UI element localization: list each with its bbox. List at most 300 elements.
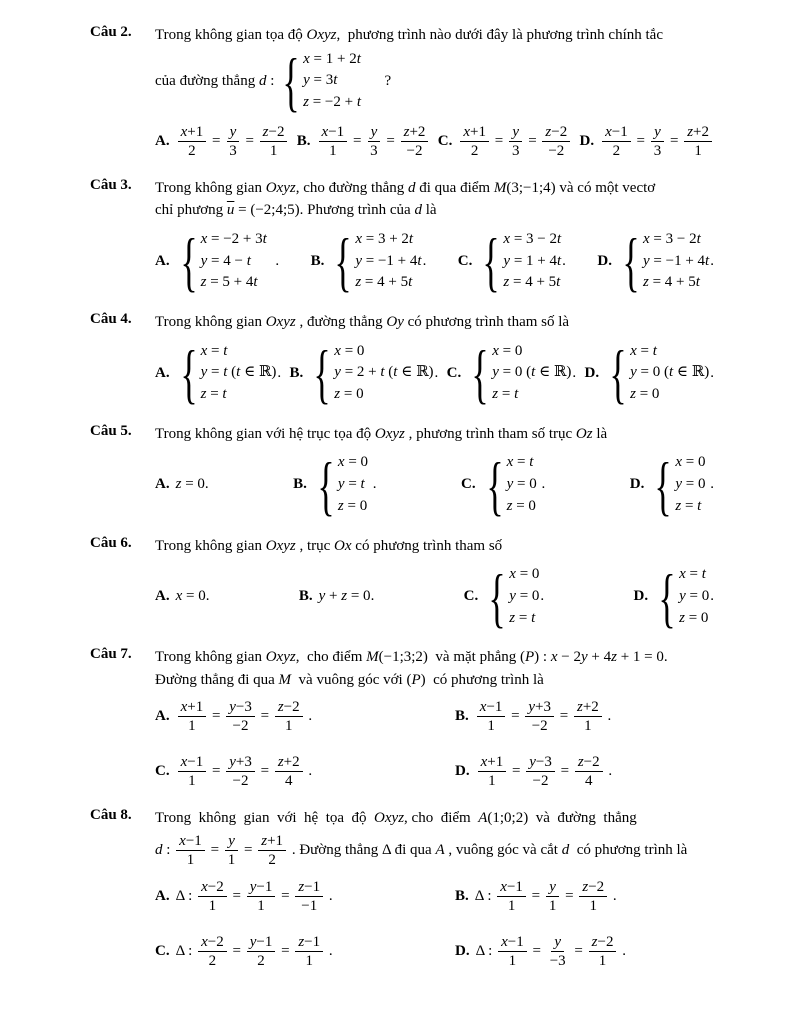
- option-label: A.: [155, 708, 170, 725]
- option-label: B.: [455, 887, 469, 904]
- fraction: [258, 832, 286, 869]
- option-D: [580, 121, 714, 162]
- left-curly-brace: {: [622, 224, 640, 299]
- fraction: [460, 123, 489, 160]
- system-line: y = 0: [509, 587, 540, 604]
- system-line: y = 3t: [303, 72, 338, 89]
- fraction: [176, 832, 205, 869]
- question-number: Câu 3.: [90, 176, 132, 193]
- text: .: [603, 708, 612, 725]
- fraction-denominator: 1: [508, 952, 517, 969]
- text: =: [528, 942, 545, 959]
- text: =: [208, 132, 225, 149]
- text: =: [556, 708, 572, 725]
- fraction-numerator: y−3: [526, 753, 555, 772]
- fraction-denominator: 1: [548, 897, 557, 914]
- fraction-denominator: −2: [406, 142, 423, 159]
- system-line: x = 0: [509, 566, 540, 582]
- system-line: z = 0: [334, 386, 364, 402]
- fraction-numerator: x−1: [497, 878, 526, 897]
- math-text: A: [478, 810, 488, 827]
- fraction-numerator: z−2: [579, 878, 607, 897]
- text: .: [422, 252, 427, 269]
- system-line: z = 0: [630, 386, 660, 402]
- left-curly-brace: {: [471, 336, 489, 411]
- options-group: [155, 224, 714, 299]
- equation-system: [177, 336, 277, 411]
- text: .: [540, 588, 545, 605]
- fraction-numerator: z−1: [295, 933, 323, 952]
- option-D: [455, 931, 626, 972]
- text: =: [508, 763, 525, 780]
- system-lines: [509, 564, 539, 629]
- system-line: y = −1 + 4t: [642, 252, 710, 269]
- math-text: d: [561, 841, 570, 858]
- text: =: [206, 841, 223, 858]
- option-label: B.: [296, 132, 311, 149]
- text: đi qua: [390, 841, 436, 858]
- fraction: [247, 933, 276, 970]
- text: Δ :: [175, 942, 197, 959]
- system-lines: [507, 452, 537, 517]
- option-label: C.: [457, 252, 473, 269]
- text: , cho điểm: [295, 649, 367, 666]
- question-block: [90, 535, 714, 632]
- fraction: [260, 123, 288, 160]
- fraction-numerator: y: [546, 878, 559, 897]
- math-text: Oxyz: [374, 810, 405, 827]
- math-text: Oxyz: [265, 314, 296, 330]
- system-line: y = t (t ∈ ℝ): [200, 364, 277, 381]
- system-line: x = 1 + 2t: [303, 50, 361, 67]
- option-label: D.: [597, 252, 612, 269]
- text: :: [162, 841, 175, 858]
- text: , phương trình tham số trục: [404, 425, 576, 442]
- question-block: [90, 646, 714, 792]
- option-label: D.: [629, 476, 645, 493]
- fraction-denominator: 1: [269, 142, 278, 159]
- fraction-numerator: y: [227, 123, 240, 142]
- system-lines: [503, 229, 561, 294]
- text: =: [666, 132, 683, 149]
- system-line: y = 1 + 4t: [503, 252, 562, 269]
- option-label: D.: [455, 942, 470, 959]
- system-line: z = t: [509, 609, 536, 626]
- text: là: [421, 202, 437, 219]
- fraction: [651, 123, 665, 160]
- text: Δ :: [474, 887, 496, 904]
- system-lines: [334, 341, 433, 406]
- fraction-numerator: x−1: [498, 933, 527, 952]
- option-label: A.: [155, 476, 170, 493]
- fraction-numerator: y: [368, 123, 381, 142]
- math-text: d: [155, 841, 163, 858]
- system-line: x = t: [679, 566, 706, 582]
- text: =: [241, 132, 258, 149]
- fraction-denominator: −2: [548, 142, 565, 159]
- text: Trong không gian: [155, 649, 266, 666]
- text: .: [710, 364, 714, 381]
- equation-system: [177, 224, 267, 299]
- equation-system: [479, 224, 562, 299]
- text: .: [369, 476, 377, 493]
- text: , cho đường thẳng: [295, 179, 409, 196]
- text: :: [266, 72, 279, 89]
- fraction-numerator: x−1: [602, 123, 631, 142]
- text: =: [527, 887, 544, 904]
- text: =: [490, 132, 507, 149]
- fraction: [367, 123, 381, 160]
- text: =: [561, 887, 578, 904]
- fraction-numerator: x+1: [178, 123, 207, 142]
- text: . Phương trình của: [299, 202, 415, 219]
- text: .: [267, 252, 280, 269]
- question-block: [90, 176, 714, 299]
- system-line: z = 4 + 5t: [642, 274, 700, 291]
- option-B: [297, 121, 431, 162]
- fraction: [226, 698, 255, 735]
- text: =: [507, 708, 524, 725]
- system-line: z = −2 + t: [303, 94, 362, 110]
- left-curly-brace: {: [488, 559, 506, 634]
- equation-system: [619, 224, 710, 299]
- option-C: [463, 559, 545, 634]
- question-block: [90, 807, 714, 972]
- fraction-numerator: x+1: [178, 698, 207, 717]
- option-label: B.: [289, 364, 304, 381]
- text: =: [208, 708, 225, 725]
- text: .: [434, 364, 439, 381]
- question-number: Câu 8.: [90, 807, 132, 824]
- options-group: [155, 559, 714, 634]
- option-C: [155, 751, 312, 792]
- option-A: [155, 696, 312, 737]
- math-text: y + z = 0: [318, 588, 371, 605]
- text: .: [618, 942, 626, 959]
- equation-system: [331, 224, 422, 299]
- system-line: x = 0: [337, 454, 369, 471]
- option-A: [155, 476, 209, 493]
- system-lines: [679, 564, 709, 629]
- fraction-denominator: 1: [584, 718, 592, 735]
- left-curly-brace: {: [179, 336, 198, 411]
- math-text: A: [435, 841, 445, 858]
- fraction: [198, 878, 227, 915]
- fraction: [575, 753, 603, 790]
- option-label: A.: [155, 588, 170, 605]
- left-curly-brace: {: [282, 44, 300, 119]
- fraction-denominator: 2: [470, 142, 479, 159]
- math-text: Oxyz: [265, 179, 296, 196]
- fraction: [401, 123, 429, 160]
- fraction: [579, 878, 607, 915]
- text: .: [663, 649, 668, 666]
- fraction-numerator: x−2: [198, 933, 227, 952]
- question-number: Câu 6.: [90, 534, 132, 551]
- fraction: [574, 698, 602, 735]
- options-group: [155, 336, 714, 411]
- system-line: y = 0: [679, 587, 710, 604]
- system-line: y = 2 + t (t ∈ ℝ): [334, 364, 434, 381]
- equation-system: [310, 336, 434, 411]
- system-lines: [338, 452, 368, 517]
- fraction: [178, 753, 207, 790]
- equation-system: [606, 336, 710, 411]
- option-C: [438, 121, 572, 162]
- fraction-numerator: y: [551, 933, 564, 952]
- system-line: x = t: [506, 454, 534, 471]
- option-label: A.: [155, 887, 170, 904]
- option-A: [155, 224, 280, 299]
- text: của đường thẳng: [155, 72, 259, 89]
- text: .: [562, 252, 566, 269]
- fraction-denominator: 1: [507, 897, 516, 914]
- fraction-denominator: 1: [488, 773, 496, 790]
- option-A: [155, 588, 209, 605]
- options-group: [155, 121, 714, 162]
- system-line: z = 5 + 4t: [200, 274, 258, 291]
- text: Trong không gian tọa độ: [155, 27, 307, 43]
- text: = (−2;4;5): [234, 202, 300, 219]
- option-A: [155, 121, 289, 162]
- math-text: d: [414, 202, 422, 219]
- option-label: A.: [155, 132, 170, 149]
- fraction-numerator: x−1: [319, 123, 348, 142]
- option-label: B.: [293, 476, 307, 493]
- fraction: [602, 123, 631, 160]
- text: và đường thẳng: [528, 810, 637, 827]
- fraction-numerator: y−3: [226, 698, 255, 717]
- fraction-numerator: z−1: [295, 878, 323, 897]
- system-line: x = t: [630, 342, 657, 359]
- option-label: C.: [461, 476, 476, 493]
- text: , cho điểm: [404, 810, 479, 827]
- system-line: z = 0: [679, 609, 709, 626]
- option-label: B.: [298, 588, 313, 605]
- system-line: y = 0 (t ∈ ℝ): [630, 364, 710, 381]
- fraction-numerator: x+1: [478, 753, 507, 772]
- fraction-numerator: y: [651, 123, 664, 142]
- system-lines: [492, 341, 571, 406]
- text: .: [572, 364, 577, 381]
- fraction-denominator: 1: [188, 773, 196, 790]
- math-text: Oxyz: [374, 425, 405, 442]
- fraction-numerator: z−2: [275, 698, 303, 717]
- system-line: x = 3 + 2t: [355, 230, 414, 247]
- text: =: [256, 708, 273, 725]
- fraction-denominator: −2: [232, 718, 249, 735]
- system-line: y = 4 − t: [200, 252, 251, 269]
- option-label: B.: [310, 252, 325, 269]
- text: (−1;3;2): [378, 649, 428, 666]
- fraction-numerator: z+1: [258, 832, 286, 851]
- text: Trong không gian: [155, 314, 266, 330]
- option-B: [289, 336, 439, 411]
- equation-system: [651, 447, 706, 522]
- equation-system: [655, 559, 710, 634]
- system-line: z = t: [200, 386, 227, 402]
- system-line: z = t: [492, 386, 519, 402]
- fraction: [275, 698, 303, 735]
- fraction-denominator: 4: [284, 773, 293, 790]
- math-text: M: [493, 179, 507, 196]
- fraction: [226, 753, 255, 790]
- system-line: z = 4 + 5t: [503, 274, 561, 291]
- question-number: Câu 4.: [90, 311, 132, 327]
- fraction-numerator: y+3: [525, 698, 554, 717]
- fraction-denominator: 2: [612, 142, 621, 159]
- math-text: M: [278, 671, 292, 688]
- fraction-denominator: −2: [232, 773, 249, 790]
- left-curly-brace: {: [609, 336, 627, 411]
- fraction-numerator: z+2: [684, 123, 712, 142]
- system-line: y = 0: [675, 476, 706, 492]
- math-text: x = 0: [175, 588, 206, 605]
- math-text: d: [408, 179, 416, 196]
- fraction-numerator: x+1: [460, 123, 489, 142]
- text: và có một vectơ: [555, 179, 656, 196]
- text: Δ :: [175, 887, 197, 904]
- text: =: [256, 763, 273, 780]
- fraction-denominator: 1: [589, 897, 597, 914]
- fraction: [547, 933, 569, 970]
- fraction-numerator: y: [225, 832, 238, 851]
- math-text: M: [366, 649, 379, 666]
- option-D: [584, 336, 714, 411]
- option-C: [155, 931, 333, 972]
- option-label: A.: [155, 364, 170, 381]
- system-line: x = t: [200, 342, 228, 359]
- left-curly-brace: {: [313, 336, 331, 411]
- text: .: [537, 476, 546, 493]
- option-label: C.: [437, 132, 453, 149]
- fraction: [525, 698, 554, 735]
- system-line: x = 0: [334, 342, 365, 359]
- fraction: [509, 123, 523, 160]
- fraction-denominator: 1: [208, 897, 217, 914]
- text: =: [632, 132, 649, 149]
- fraction-denominator: 1: [284, 718, 293, 735]
- text: Trong không gian với hệ tọa độ: [155, 810, 375, 827]
- fraction-denominator: 1: [227, 851, 236, 868]
- text: có phương trình là: [425, 671, 544, 688]
- fraction-numerator: x−1: [477, 698, 506, 717]
- system-line: x = 0: [675, 454, 706, 471]
- option-D: [629, 447, 714, 522]
- question-number: Câu 5.: [90, 422, 132, 439]
- text: chỉ phương: [155, 202, 227, 219]
- option-B: [299, 588, 374, 605]
- text: .: [609, 887, 617, 904]
- question-stem-line: [155, 44, 714, 119]
- fraction: [247, 878, 276, 915]
- text: có phương trình tham số: [351, 537, 503, 554]
- text: =: [228, 942, 245, 959]
- text: .: [710, 252, 714, 269]
- question-stem-line: [155, 646, 714, 669]
- text: , phương trình nào dưới đây là phương trình chính tắc: [336, 27, 663, 43]
- fraction: [546, 878, 560, 915]
- fraction-denominator: −1: [301, 897, 318, 914]
- text: =: [228, 887, 245, 904]
- math-text: (P): [406, 671, 426, 688]
- system-line: z = 4 + 5t: [355, 274, 413, 291]
- system-lines: [355, 229, 421, 294]
- fraction-denominator: 1: [598, 952, 607, 969]
- fraction-denominator: 2: [268, 851, 276, 868]
- system-line: y = −1 + 4t: [355, 252, 422, 269]
- system-lines: [643, 229, 709, 294]
- text: =: [524, 132, 541, 149]
- question-stem-line: [155, 830, 714, 871]
- text: Δ :: [475, 942, 497, 959]
- left-curly-brace: {: [658, 559, 676, 634]
- option-B: [293, 447, 377, 522]
- text: .: [304, 708, 313, 725]
- text: =: [277, 942, 294, 959]
- option-B: [455, 876, 617, 917]
- equation-system: [483, 447, 537, 522]
- vector-overline: $\overline{u}$: [226, 202, 235, 219]
- left-curly-brace: {: [485, 447, 504, 522]
- fraction-numerator: z+2: [401, 123, 429, 142]
- math-text: (P): [519, 649, 540, 666]
- fraction-denominator: 4: [584, 773, 593, 790]
- question-stem-line: [155, 199, 714, 222]
- math-text: Oxyz: [306, 27, 337, 43]
- text: , trục: [295, 537, 335, 554]
- fraction-numerator: y−1: [247, 878, 276, 897]
- text: .: [325, 942, 333, 959]
- option-B: [310, 224, 427, 299]
- text: ?: [362, 72, 392, 89]
- fraction: [226, 123, 240, 160]
- math-text: d: [258, 72, 267, 89]
- option-label: D.: [579, 132, 595, 149]
- text: =: [382, 132, 399, 149]
- fraction-denominator: 3: [229, 142, 237, 159]
- system-line: z = 0: [337, 497, 368, 514]
- fraction: [478, 753, 507, 790]
- fraction-denominator: 1: [186, 851, 195, 868]
- system-lines: [201, 229, 267, 294]
- fraction: [684, 123, 712, 160]
- fraction-numerator: y+3: [226, 753, 255, 772]
- left-curly-brace: {: [334, 224, 352, 299]
- option-label: C.: [155, 763, 170, 780]
- text: .: [325, 887, 333, 904]
- text: Δ: [382, 841, 391, 858]
- options-group: [155, 447, 714, 522]
- fraction-numerator: z−2: [575, 753, 603, 772]
- fraction: [225, 832, 239, 869]
- option-A: [155, 336, 282, 411]
- left-curly-brace: {: [482, 224, 501, 299]
- fraction-numerator: z+2: [574, 698, 602, 717]
- equation-system: [314, 447, 369, 522]
- system-line: x = 0: [492, 342, 523, 359]
- text: =: [208, 763, 225, 780]
- question-number: Câu 2.: [90, 24, 132, 40]
- text: =: [277, 887, 294, 904]
- fraction-denominator: 1: [305, 952, 313, 969]
- fraction: [498, 933, 527, 970]
- option-D: [455, 751, 612, 792]
- fraction: [178, 698, 207, 735]
- text: , đường thẳng: [295, 314, 387, 330]
- option-label: C.: [446, 364, 462, 381]
- text: =: [240, 841, 257, 858]
